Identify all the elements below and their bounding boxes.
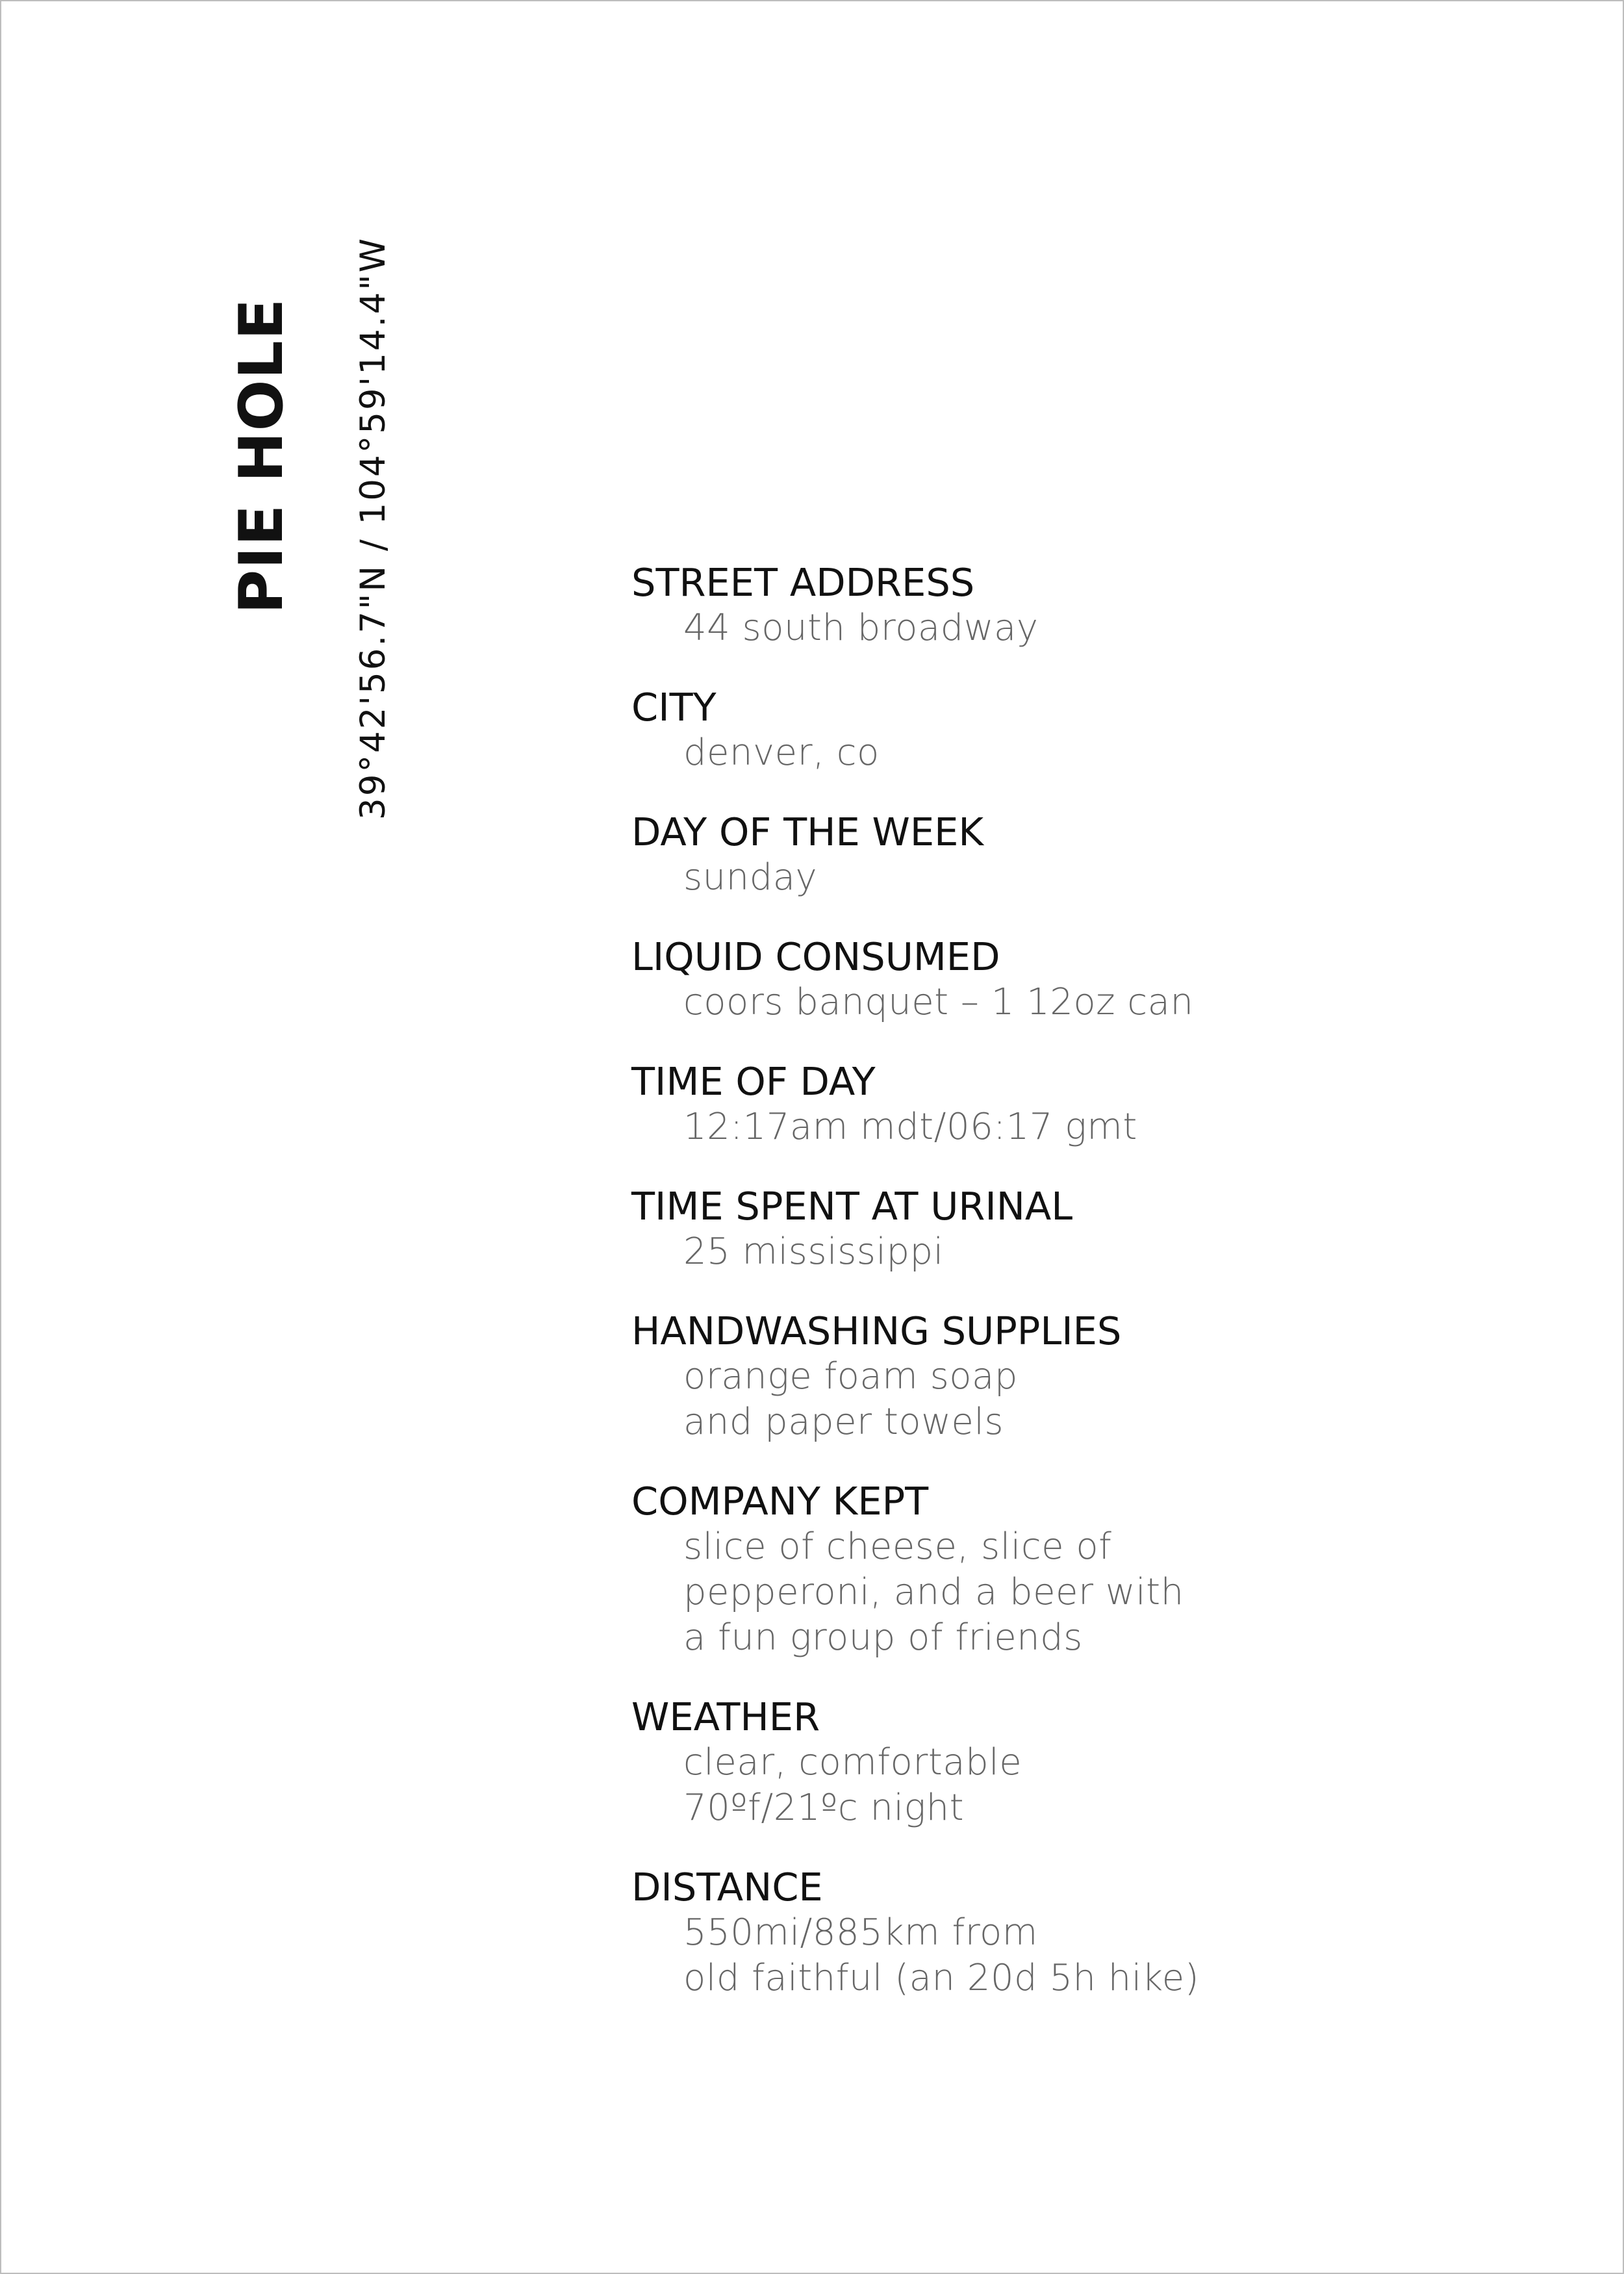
fact-label: WEATHER [631, 1694, 820, 1739]
fact-value-line: 70ºf/21ºc night [683, 1787, 965, 1829]
fact-value-line: coors banquet – 1 12oz can [683, 981, 1194, 1023]
fact-value [631, 855, 1476, 901]
fact-value-line: clear, comfortable [683, 1741, 1022, 1783]
fact-liquid-consumed [631, 934, 1476, 1025]
coordinates-label: 39°42'56.7"N / 104°59'14.4"W [353, 236, 393, 820]
facts-list [631, 560, 1476, 2035]
fact-value [631, 1740, 1476, 1831]
fact-company-kept [631, 1479, 1476, 1661]
fact-label: CITY [631, 685, 717, 730]
fact-label: COMPANY KEPT [631, 1479, 929, 1524]
fact-label: LIQUID CONSUMED [631, 934, 1000, 979]
fact-value-line: slice of cheese, slice of [683, 1526, 1112, 1568]
fact-value-line: and paper towels [683, 1401, 1004, 1443]
fact-street-address [631, 560, 1476, 651]
fact-label: DISTANCE [631, 1865, 823, 1910]
fact-label: STREET ADDRESS [631, 560, 975, 605]
fact-value-line: old faithful (an 20d 5h hike) [683, 1957, 1200, 1999]
fact-value-line: 12:17am mdt/06:17 gmt [683, 1106, 1137, 1148]
fact-value-line: sunday [683, 856, 818, 899]
fact-value [631, 980, 1476, 1025]
fact-value-line: 44 south broadway [683, 607, 1039, 649]
fact-value [631, 1910, 1476, 2001]
fact-weather [631, 1694, 1476, 1831]
fact-value [631, 1524, 1476, 1661]
fact-label: DAY OF THE WEEK [631, 810, 984, 854]
fact-time-at-urinal [631, 1184, 1476, 1275]
fact-label: HANDWASHING SUPPLIES [631, 1309, 1122, 1353]
fact-city [631, 685, 1476, 776]
fact-value-line: pepperoni, and a beer with [683, 1571, 1184, 1613]
fact-value [631, 730, 1476, 776]
fact-handwashing-supplies [631, 1309, 1476, 1445]
fact-distance [631, 1865, 1476, 2001]
fact-time-of-day [631, 1059, 1476, 1150]
fact-value [631, 1354, 1476, 1445]
fact-value [631, 606, 1476, 651]
fact-value-line: orange foam soap [683, 1355, 1018, 1398]
fact-value-line: 25 mississippi [683, 1231, 944, 1273]
fact-value-line: a fun group of friends [683, 1616, 1083, 1659]
fact-value-line: denver, co [683, 732, 880, 774]
fact-label: TIME SPENT AT URINAL [631, 1184, 1073, 1229]
page-title: PIE HOLE [226, 298, 296, 614]
fact-value [631, 1105, 1476, 1150]
fact-label: TIME OF DAY [631, 1059, 876, 1104]
fact-day-of-week [631, 810, 1476, 901]
fact-value [631, 1229, 1476, 1275]
fact-value-line: 550mi/885km from [683, 1911, 1038, 1954]
